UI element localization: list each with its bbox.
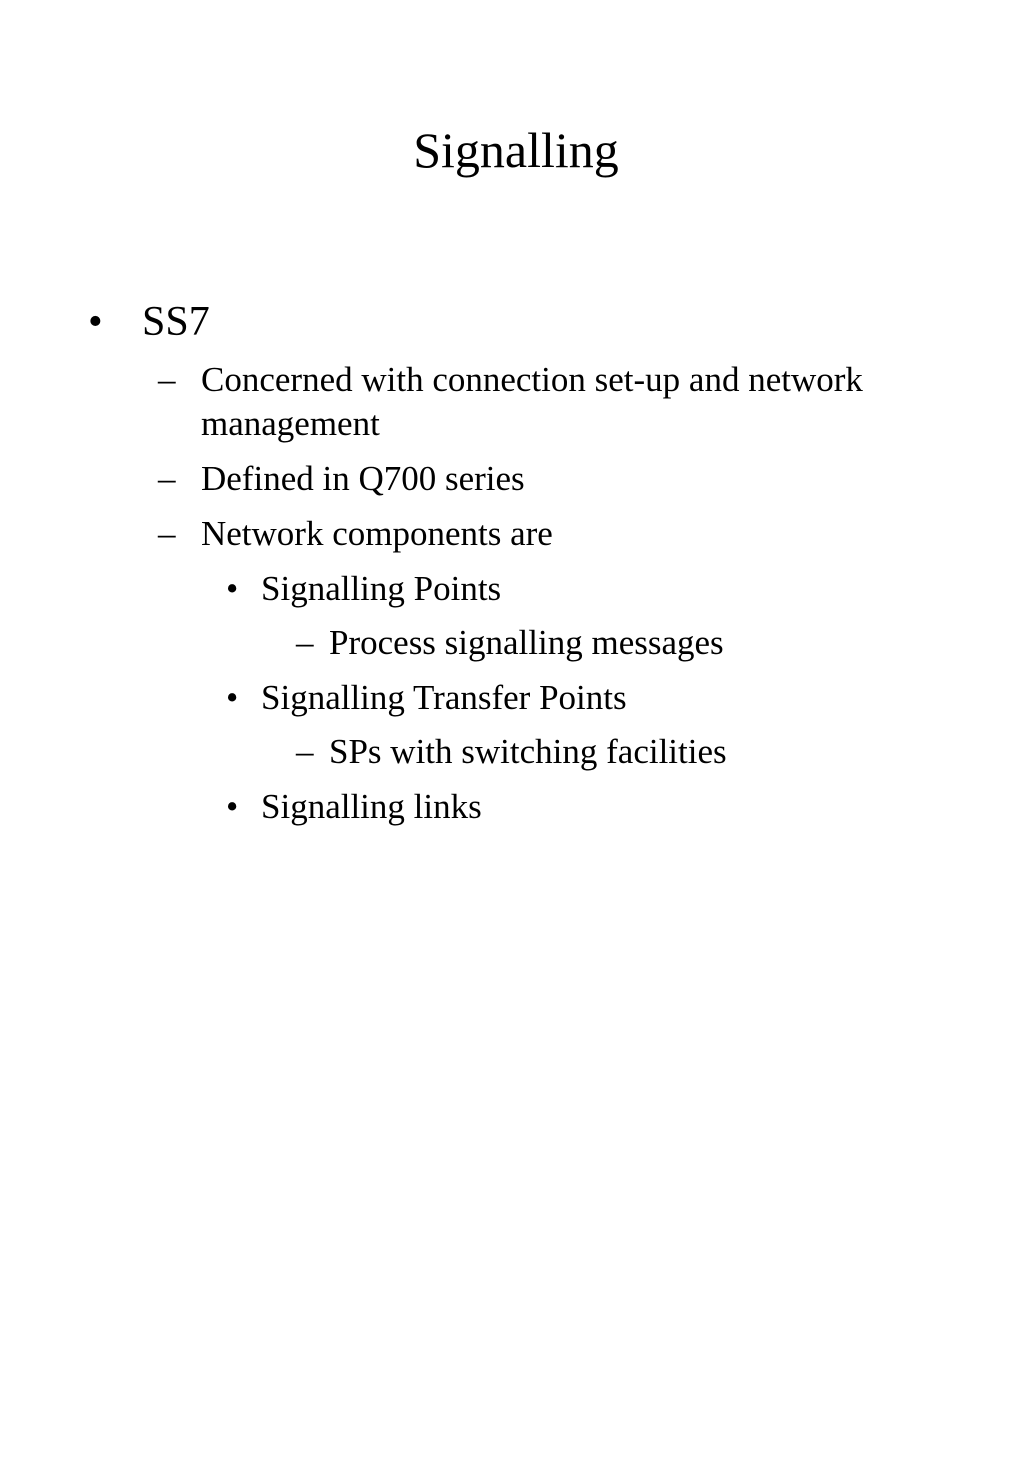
- bullet-ss7: SS7: [142, 299, 210, 345]
- dash-marker: –: [296, 732, 314, 771]
- bullet-marker: •: [226, 787, 239, 826]
- bullet-components: Network components are: [201, 514, 553, 553]
- slide-title: Signalling: [413, 122, 619, 178]
- bullet-marker: •: [226, 569, 239, 608]
- bullet-signalling-points: Signalling Points: [261, 569, 502, 608]
- dash-marker: –: [158, 360, 176, 399]
- bullet-concerned-line1: Concerned with connection set-up and network: [201, 360, 863, 399]
- bullet-signalling-links: Signalling links: [261, 787, 482, 826]
- dash-marker: –: [158, 514, 176, 553]
- bullet-defined: Defined in Q700 series: [201, 459, 525, 498]
- bullet-sps-switching: SPs with switching facilities: [329, 732, 727, 771]
- bullet-marker: •: [226, 678, 239, 717]
- dash-marker: –: [296, 623, 314, 662]
- bullet-marker: •: [88, 299, 103, 345]
- bullet-signalling-transfer-points: Signalling Transfer Points: [261, 678, 627, 717]
- bullet-process-messages: Process signalling messages: [329, 623, 724, 662]
- bullet-concerned-line2: management: [201, 404, 380, 443]
- dash-marker: –: [158, 459, 176, 498]
